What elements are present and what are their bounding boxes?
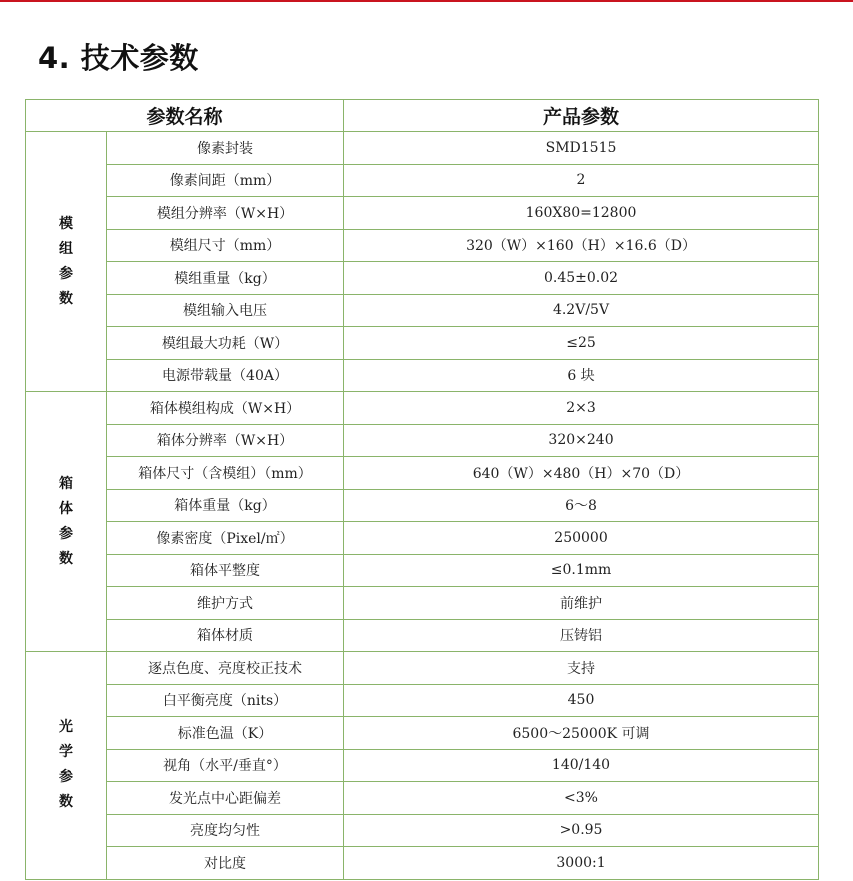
group-label-char: 数 [59, 290, 73, 307]
param-value-cell: 支持 [344, 652, 819, 685]
group-label [26, 652, 107, 880]
spec-table [25, 99, 819, 880]
param-name-cell: 像素密度（Pixel/㎡） [107, 522, 344, 555]
group-label-char: 组 [59, 240, 73, 257]
table-row [26, 782, 819, 815]
group-label-char: 参 [59, 265, 73, 282]
param-name-cell: 像素间距（mm） [107, 164, 344, 197]
param-name-cell: 模组最大功耗（W） [107, 327, 344, 360]
param-name-cell: 模组重量（kg） [107, 262, 344, 295]
table-row [26, 229, 819, 262]
param-value-cell: 0.45±0.02 [344, 262, 819, 295]
param-name-cell: 箱体重量（kg） [107, 489, 344, 522]
table-row [26, 164, 819, 197]
param-name-cell: 像素封装 [107, 132, 344, 165]
table-row [26, 359, 819, 392]
param-value-cell: 4.2V/5V [344, 294, 819, 327]
param-name-cell: 发光点中心距偏差 [107, 782, 344, 815]
table-row [26, 489, 819, 522]
group-label [26, 392, 107, 652]
table-row [26, 619, 819, 652]
param-value-cell: 2×3 [344, 392, 819, 425]
param-value-cell: 6500～25000K 可调 [344, 717, 819, 750]
group-label-char: 体 [59, 500, 73, 517]
group-label-char: 光 [59, 719, 73, 736]
param-value-cell: 250000 [344, 522, 819, 555]
group-label-char: 数 [59, 794, 73, 811]
table-row [26, 262, 819, 295]
table-row [26, 522, 819, 555]
param-value-cell: 450 [344, 684, 819, 717]
group-label-text [54, 212, 78, 312]
param-value-cell: 6～8 [344, 489, 819, 522]
param-name-cell: 模组输入电压 [107, 294, 344, 327]
table-row [26, 684, 819, 717]
table-row [26, 717, 819, 750]
param-value-cell: 140/140 [344, 749, 819, 782]
table-row [26, 847, 819, 880]
table-row [26, 814, 819, 847]
param-value-cell: SMD1515 [344, 132, 819, 165]
table-row [26, 652, 819, 685]
param-value-cell: ≤25 [344, 327, 819, 360]
group-label [26, 132, 107, 392]
param-value-cell: 640（W）×480（H）×70（D） [344, 457, 819, 490]
param-value-cell: >0.95 [344, 814, 819, 847]
param-name-cell: 逐点色度、亮度校正技术 [107, 652, 344, 685]
param-value-cell: ≤0.1mm [344, 554, 819, 587]
param-value-cell: 前维护 [344, 587, 819, 620]
header-param-name: 参数名称 [26, 100, 344, 132]
header-row [26, 100, 819, 132]
param-name-cell: 维护方式 [107, 587, 344, 620]
param-value-cell: 160X80=12800 [344, 197, 819, 230]
param-name-cell: 模组尺寸（mm） [107, 229, 344, 262]
header-param-value: 产品参数 [344, 100, 819, 132]
table-row [26, 132, 819, 165]
group-label-text [54, 715, 78, 815]
param-value-cell: 2 [344, 164, 819, 197]
group-label-char: 参 [59, 769, 73, 786]
table-row [26, 587, 819, 620]
table-row [26, 327, 819, 360]
param-value-cell: 320（W）×160（H）×16.6（D） [344, 229, 819, 262]
table-row [26, 392, 819, 425]
param-name-cell: 箱体材质 [107, 619, 344, 652]
param-name-cell: 白平衡亮度（nits） [107, 684, 344, 717]
param-value-cell: 320×240 [344, 424, 819, 457]
table-row [26, 294, 819, 327]
group-label-text [54, 472, 78, 572]
table-row [26, 424, 819, 457]
top-rule [0, 0, 853, 2]
section-heading: 4. 技术参数 [38, 41, 199, 75]
table-row [26, 554, 819, 587]
param-name-cell: 电源带载量（40A） [107, 359, 344, 392]
param-name-cell: 标准色温（K） [107, 717, 344, 750]
table-row [26, 457, 819, 490]
param-name-cell: 箱体分辨率（W×H） [107, 424, 344, 457]
param-name-cell: 亮度均匀性 [107, 814, 344, 847]
param-name-cell: 模组分辨率（W×H） [107, 197, 344, 230]
table-row [26, 749, 819, 782]
group-label-char: 模 [59, 215, 73, 232]
group-label-char: 参 [59, 525, 73, 542]
param-value-cell: 3000:1 [344, 847, 819, 880]
table-row [26, 197, 819, 230]
group-label-char: 学 [59, 744, 73, 761]
group-label-char: 箱 [59, 475, 73, 492]
param-name-cell: 箱体平整度 [107, 554, 344, 587]
param-value-cell: 压铸铝 [344, 619, 819, 652]
param-name-cell: 箱体尺寸（含模组）（mm） [107, 457, 344, 490]
param-name-cell: 对比度 [107, 847, 344, 880]
param-value-cell: 6 块 [344, 359, 819, 392]
spec-table-body [26, 132, 819, 880]
param-value-cell: <3% [344, 782, 819, 815]
param-name-cell: 视角（水平/垂直°） [107, 749, 344, 782]
param-name-cell: 箱体模组构成（W×H） [107, 392, 344, 425]
group-label-char: 数 [59, 550, 73, 567]
